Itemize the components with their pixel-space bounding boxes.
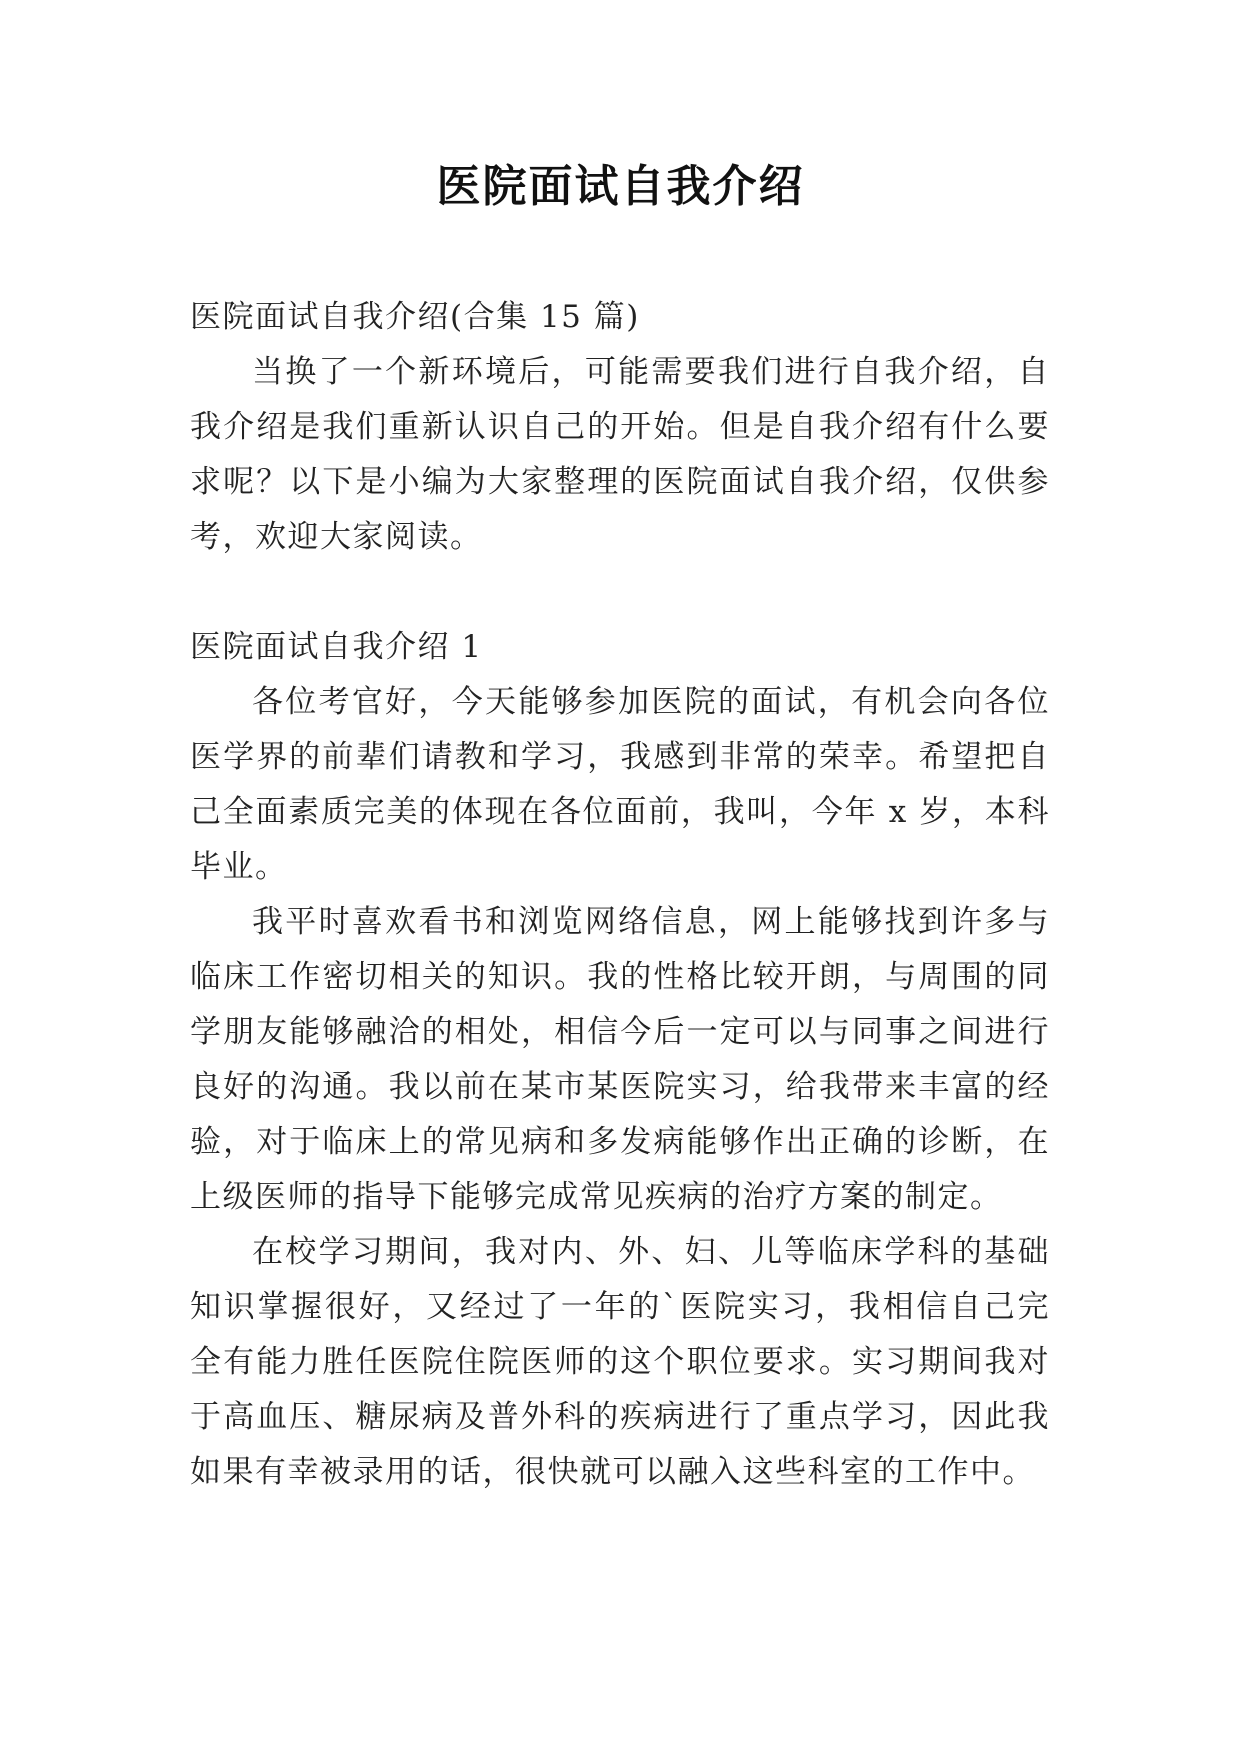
section-1-paragraph-2: 我平时喜欢看书和浏览网络信息，网上能够找到许多与临床工作密切相关的知识。我的性格比较开朗，与周围的同学朋友能够融洽的相处，相信今后一定可以与同事之间进行良好的沟通。我以前在某市某医院实习，给我带来丰富的经验，对于临床上的常见病和多发病能够作出正确的诊断，在上级医师的指导下能够完成常见疾病的治疗方案的制定。 (190, 904, 1050, 1215)
section-1-paragraph-3: 在校学习期间，我对内、外、妇、儿等临床学科的基础知识掌握很好，又经过了一年的`医院实习，我相信自己完全有能力胜任医院住院医师的这个职位要求。实习期间我对于高血压、糖尿病及普外科的疾病进行了重点学习，因此我如果有幸被录用的话，很快就可以融入这些科室的工作中。 (190, 1234, 1050, 1490)
document-body (190, 290, 1050, 1500)
section-1-paragraph-1: 各位考官好，今天能够参加医院的面试，有机会向各位医学界的前辈们请教和学习，我感到非常的荣幸。希望把自己全面素质完美的体现在各位面前，我叫，今年 x 岁，本科毕业。 (190, 684, 1050, 885)
document-title: 医院面试自我介绍 (436, 161, 805, 212)
collection-heading: 医院面试自我介绍(合集 15 篇) (190, 299, 640, 335)
intro-paragraph: 当换了一个新环境后，可能需要我们进行自我介绍，自我介绍是我们重新认识自己的开始。但是自我介绍有什么要求呢？以下是小编为大家整理的医院面试自我介绍，仅供参考，欢迎大家阅读。 (190, 354, 1050, 555)
section-1-heading: 医院面试自我介绍 1 (190, 629, 483, 665)
